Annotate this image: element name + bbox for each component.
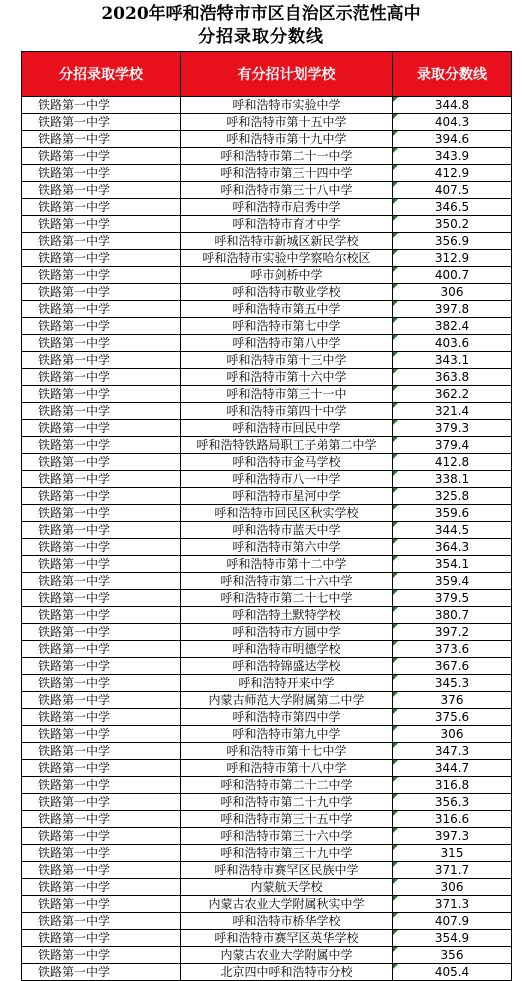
admitting-school-cell: 铁路第一中学: [22, 658, 181, 675]
admitting-school-cell: 铁路第一中学: [22, 743, 181, 760]
admitting-school-cell: 铁路第一中学: [22, 590, 181, 607]
planned-school-cell: 呼和浩特市方圆中学: [181, 624, 393, 641]
admitting-school-cell: 铁路第一中学: [22, 471, 181, 488]
cutoff-score-cell: 359.4: [393, 573, 512, 590]
cutoff-score-cell: 397.3: [393, 828, 512, 845]
table-row: [22, 624, 512, 641]
admitting-school-cell: 铁路第一中学: [22, 182, 181, 199]
table-row: [22, 522, 512, 539]
admitting-school-cell: 铁路第一中学: [22, 369, 181, 386]
table-row: [22, 947, 512, 964]
table-row: [22, 760, 512, 777]
table-row: [22, 913, 512, 930]
cutoff-score-cell: 306: [393, 879, 512, 896]
admitting-school-cell: 铁路第一中学: [22, 726, 181, 743]
planned-school-cell: 呼和浩特市第五中学: [181, 301, 393, 318]
table-row: [22, 777, 512, 794]
planned-school-cell: 呼和浩特市第三十六中学: [181, 828, 393, 845]
table-row: [22, 794, 512, 811]
table-row: [22, 284, 512, 301]
cutoff-score-cell: 344.7: [393, 760, 512, 777]
planned-school-cell: 呼和浩特市第九中学: [181, 726, 393, 743]
planned-school-cell: 呼和浩特市金马学校: [181, 454, 393, 471]
table-row: [22, 403, 512, 420]
admitting-school-cell: 铁路第一中学: [22, 964, 181, 981]
cutoff-score-cell: 343.9: [393, 148, 512, 165]
admitting-school-cell: 铁路第一中学: [22, 896, 181, 913]
planned-school-cell: 呼和浩特市第三十一中: [181, 386, 393, 403]
admitting-school-cell: 铁路第一中学: [22, 318, 181, 335]
table-row: [22, 964, 512, 981]
planned-school-cell: 呼和浩特开来中学: [181, 675, 393, 692]
admitting-school-cell: 铁路第一中学: [22, 335, 181, 352]
admitting-school-cell: 铁路第一中学: [22, 607, 181, 624]
admitting-school-cell: 铁路第一中学: [22, 913, 181, 930]
planned-school-cell: 呼和浩特市第三十五中学: [181, 811, 393, 828]
admitting-school-cell: 铁路第一中学: [22, 437, 181, 454]
cutoff-score-cell: 354.9: [393, 930, 512, 947]
table-row: [22, 607, 512, 624]
table-row: [22, 352, 512, 369]
table-row: [22, 505, 512, 522]
cutoff-score-cell: 367.6: [393, 658, 512, 675]
cutoff-score-cell: 400.7: [393, 267, 512, 284]
planned-school-cell: 呼和浩特市实验中学: [181, 97, 393, 114]
table-row: [22, 454, 512, 471]
admitting-school-cell: 铁路第一中学: [22, 301, 181, 318]
admitting-school-cell: 铁路第一中学: [22, 709, 181, 726]
admitting-school-cell: 铁路第一中学: [22, 862, 181, 879]
cutoff-score-cell: 407.5: [393, 182, 512, 199]
table-row: [22, 97, 512, 114]
admitting-school-cell: 铁路第一中学: [22, 199, 181, 216]
cutoff-score-cell: 394.6: [393, 131, 512, 148]
admitting-school-cell: 铁路第一中学: [22, 403, 181, 420]
planned-school-cell: 北京四中呼和浩特市分校: [181, 964, 393, 981]
table-row: [22, 930, 512, 947]
header-admitting-school: 分招录取学校: [22, 52, 181, 97]
planned-school-cell: 呼和浩特市第四十中学: [181, 403, 393, 420]
admitting-school-cell: 铁路第一中学: [22, 386, 181, 403]
cutoff-score-cell: 356.3: [393, 794, 512, 811]
table-row: [22, 148, 512, 165]
table-row: [22, 199, 512, 216]
planned-school-cell: 呼和浩特市星河中学: [181, 488, 393, 505]
cutoff-score-cell: 321.4: [393, 403, 512, 420]
cutoff-score-cell: 371.3: [393, 896, 512, 913]
admitting-school-cell: 铁路第一中学: [22, 216, 181, 233]
admitting-school-cell: 铁路第一中学: [22, 420, 181, 437]
cutoff-score-cell: 306: [393, 726, 512, 743]
admitting-school-cell: 铁路第一中学: [22, 794, 181, 811]
planned-school-cell: 呼和浩特铁路局职工子弟第二中学: [181, 437, 393, 454]
cutoff-score-cell: 404.3: [393, 114, 512, 131]
score-table: [21, 51, 512, 981]
planned-school-cell: 呼和浩特市第三十八中学: [181, 182, 393, 199]
cutoff-score-cell: 375.6: [393, 709, 512, 726]
table-row: [22, 726, 512, 743]
admitting-school-cell: 铁路第一中学: [22, 760, 181, 777]
planned-school-cell: 呼和浩特市启秀中学: [181, 199, 393, 216]
cutoff-score-cell: 306: [393, 284, 512, 301]
planned-school-cell: 呼和浩特市第二十二中学: [181, 777, 393, 794]
admitting-school-cell: 铁路第一中学: [22, 250, 181, 267]
page-subtitle: 分招录取分数线: [198, 27, 324, 47]
planned-school-cell: 呼和浩特市实验中学察哈尔校区: [181, 250, 393, 267]
planned-school-cell: 内蒙航天学校: [181, 879, 393, 896]
admitting-school-cell: 铁路第一中学: [22, 811, 181, 828]
planned-school-cell: 呼和浩特市桥华学校: [181, 913, 393, 930]
cutoff-score-cell: 363.8: [393, 369, 512, 386]
planned-school-cell: 呼和浩特市育才中学: [181, 216, 393, 233]
cutoff-score-cell: 382.4: [393, 318, 512, 335]
table-header-row: [22, 52, 512, 97]
admitting-school-cell: 铁路第一中学: [22, 556, 181, 573]
admitting-school-cell: 铁路第一中学: [22, 233, 181, 250]
table-row: [22, 709, 512, 726]
cutoff-score-cell: 325.8: [393, 488, 512, 505]
cutoff-score-cell: 356.9: [393, 233, 512, 250]
table-row: [22, 420, 512, 437]
admitting-school-cell: 铁路第一中学: [22, 505, 181, 522]
planned-school-cell: 呼和浩特市蓝天中学: [181, 522, 393, 539]
admitting-school-cell: 铁路第一中学: [22, 573, 181, 590]
planned-school-cell: 呼和浩特市新城区新民学校: [181, 233, 393, 250]
admitting-school-cell: 铁路第一中学: [22, 947, 181, 964]
table-row: [22, 811, 512, 828]
planned-school-cell: 呼和浩特市第二十六中学: [181, 573, 393, 590]
cutoff-score-cell: 316.8: [393, 777, 512, 794]
planned-school-cell: 呼和浩特市第十五中学: [181, 114, 393, 131]
admitting-school-cell: 铁路第一中学: [22, 845, 181, 862]
cutoff-score-cell: 412.9: [393, 165, 512, 182]
table-row: [22, 862, 512, 879]
table-row: [22, 301, 512, 318]
cutoff-score-cell: 405.4: [393, 964, 512, 981]
cutoff-score-cell: 397.8: [393, 301, 512, 318]
planned-school-cell: 内蒙古农业大学附属中学: [181, 947, 393, 964]
planned-school-cell: 呼和浩特市第三十九中学: [181, 845, 393, 862]
cutoff-score-cell: 354.1: [393, 556, 512, 573]
header-planned-school: 有分招计划学校: [181, 52, 393, 97]
admitting-school-cell: 铁路第一中学: [22, 352, 181, 369]
planned-school-cell: 呼和浩特市第十九中学: [181, 131, 393, 148]
cutoff-score-cell: 364.3: [393, 539, 512, 556]
cutoff-score-cell: 371.7: [393, 862, 512, 879]
admitting-school-cell: 铁路第一中学: [22, 454, 181, 471]
table-row: [22, 250, 512, 267]
planned-school-cell: 呼和浩特市赛罕区英华学校: [181, 930, 393, 947]
planned-school-cell: 呼和浩特市第六中学: [181, 539, 393, 556]
table-row: [22, 471, 512, 488]
admitting-school-cell: 铁路第一中学: [22, 131, 181, 148]
admitting-school-cell: 铁路第一中学: [22, 879, 181, 896]
admitting-school-cell: 铁路第一中学: [22, 97, 181, 114]
cutoff-score-cell: 412.8: [393, 454, 512, 471]
planned-school-cell: 呼和浩特市第七中学: [181, 318, 393, 335]
table-row: [22, 879, 512, 896]
cutoff-score-cell: 316.6: [393, 811, 512, 828]
cutoff-score-cell: 403.6: [393, 335, 512, 352]
planned-school-cell: 呼和浩特市第十三中学: [181, 352, 393, 369]
cutoff-score-cell: 343.1: [393, 352, 512, 369]
table-row: [22, 216, 512, 233]
planned-school-cell: 呼和浩特市第八中学: [181, 335, 393, 352]
cutoff-score-cell: 362.2: [393, 386, 512, 403]
table-row: [22, 590, 512, 607]
admitting-school-cell: 铁路第一中学: [22, 284, 181, 301]
planned-school-cell: 呼和浩特市第三十四中学: [181, 165, 393, 182]
table-row: [22, 692, 512, 709]
admitting-school-cell: 铁路第一中学: [22, 114, 181, 131]
planned-school-cell: 呼和浩特市第四中学: [181, 709, 393, 726]
admitting-school-cell: 铁路第一中学: [22, 641, 181, 658]
planned-school-cell: 呼和浩特市第十七中学: [181, 743, 393, 760]
admitting-school-cell: 铁路第一中学: [22, 165, 181, 182]
cutoff-score-cell: 356: [393, 947, 512, 964]
cutoff-score-cell: 379.3: [393, 420, 512, 437]
cutoff-score-cell: 407.9: [393, 913, 512, 930]
table-row: [22, 131, 512, 148]
table-row: [22, 318, 512, 335]
cutoff-score-cell: 359.6: [393, 505, 512, 522]
cutoff-score-cell: 338.1: [393, 471, 512, 488]
table-row: [22, 539, 512, 556]
table-row: [22, 573, 512, 590]
table-row: [22, 556, 512, 573]
cutoff-score-cell: 379.5: [393, 590, 512, 607]
cutoff-score-cell: 344.8: [393, 97, 512, 114]
cutoff-score-cell: 373.6: [393, 641, 512, 658]
admitting-school-cell: 铁路第一中学: [22, 522, 181, 539]
table-row: [22, 114, 512, 131]
cutoff-score-cell: 344.5: [393, 522, 512, 539]
planned-school-cell: 内蒙古师范大学附属第二中学: [181, 692, 393, 709]
planned-school-cell: 呼和浩特市八一中学: [181, 471, 393, 488]
table-row: [22, 658, 512, 675]
table-row: [22, 437, 512, 454]
table-row: [22, 233, 512, 250]
table-body: [22, 97, 512, 981]
planned-school-cell: 呼和浩特市回民区秋实学校: [181, 505, 393, 522]
table-row: [22, 845, 512, 862]
table-row: [22, 267, 512, 284]
table-row: [22, 828, 512, 845]
page-title: 2020年呼和浩特市市区自治区示范性高中: [101, 4, 421, 24]
table-row: [22, 896, 512, 913]
table-row: [22, 675, 512, 692]
table-row: [22, 335, 512, 352]
planned-school-cell: 呼和浩特锦盛达学校: [181, 658, 393, 675]
cutoff-score-cell: 379.4: [393, 437, 512, 454]
planned-school-cell: 呼和浩特市回民中学: [181, 420, 393, 437]
table-row: [22, 488, 512, 505]
cutoff-score-cell: 312.9: [393, 250, 512, 267]
table-row: [22, 369, 512, 386]
admitting-school-cell: 铁路第一中学: [22, 828, 181, 845]
planned-school-cell: 呼和浩特市第十六中学: [181, 369, 393, 386]
cutoff-score-cell: 350.2: [393, 216, 512, 233]
planned-school-cell: 呼和浩特市第二十七中学: [181, 590, 393, 607]
table-row: [22, 641, 512, 658]
cutoff-score-cell: 376: [393, 692, 512, 709]
header-cutoff-score: 录取分数线: [393, 52, 512, 97]
admitting-school-cell: 铁路第一中学: [22, 930, 181, 947]
cutoff-score-cell: 345.3: [393, 675, 512, 692]
admitting-school-cell: 铁路第一中学: [22, 148, 181, 165]
planned-school-cell: 呼和浩特市明德学校: [181, 641, 393, 658]
planned-school-cell: 呼和浩特市第二十一中学: [181, 148, 393, 165]
planned-school-cell: 呼市剑桥中学: [181, 267, 393, 284]
cutoff-score-cell: 315: [393, 845, 512, 862]
admitting-school-cell: 铁路第一中学: [22, 267, 181, 284]
table-row: [22, 743, 512, 760]
admitting-school-cell: 铁路第一中学: [22, 777, 181, 794]
planned-school-cell: 呼和浩特市赛罕区民族中学: [181, 862, 393, 879]
cutoff-score-cell: 397.2: [393, 624, 512, 641]
planned-school-cell: 呼和浩特市第十二中学: [181, 556, 393, 573]
admitting-school-cell: 铁路第一中学: [22, 692, 181, 709]
cutoff-score-cell: 380.7: [393, 607, 512, 624]
admitting-school-cell: 铁路第一中学: [22, 624, 181, 641]
admitting-school-cell: 铁路第一中学: [22, 488, 181, 505]
table-row: [22, 182, 512, 199]
admitting-school-cell: 铁路第一中学: [22, 675, 181, 692]
cutoff-score-cell: 347.3: [393, 743, 512, 760]
admitting-school-cell: 铁路第一中学: [22, 539, 181, 556]
table-row: [22, 165, 512, 182]
planned-school-cell: 呼和浩特市第二十九中学: [181, 794, 393, 811]
planned-school-cell: 呼和浩特土默特学校: [181, 607, 393, 624]
planned-school-cell: 内蒙古农业大学附属秋实中学: [181, 896, 393, 913]
cutoff-score-cell: 346.5: [393, 199, 512, 216]
table-row: [22, 386, 512, 403]
planned-school-cell: 呼和浩特市第十八中学: [181, 760, 393, 777]
planned-school-cell: 呼和浩特市敬业学校: [181, 284, 393, 301]
